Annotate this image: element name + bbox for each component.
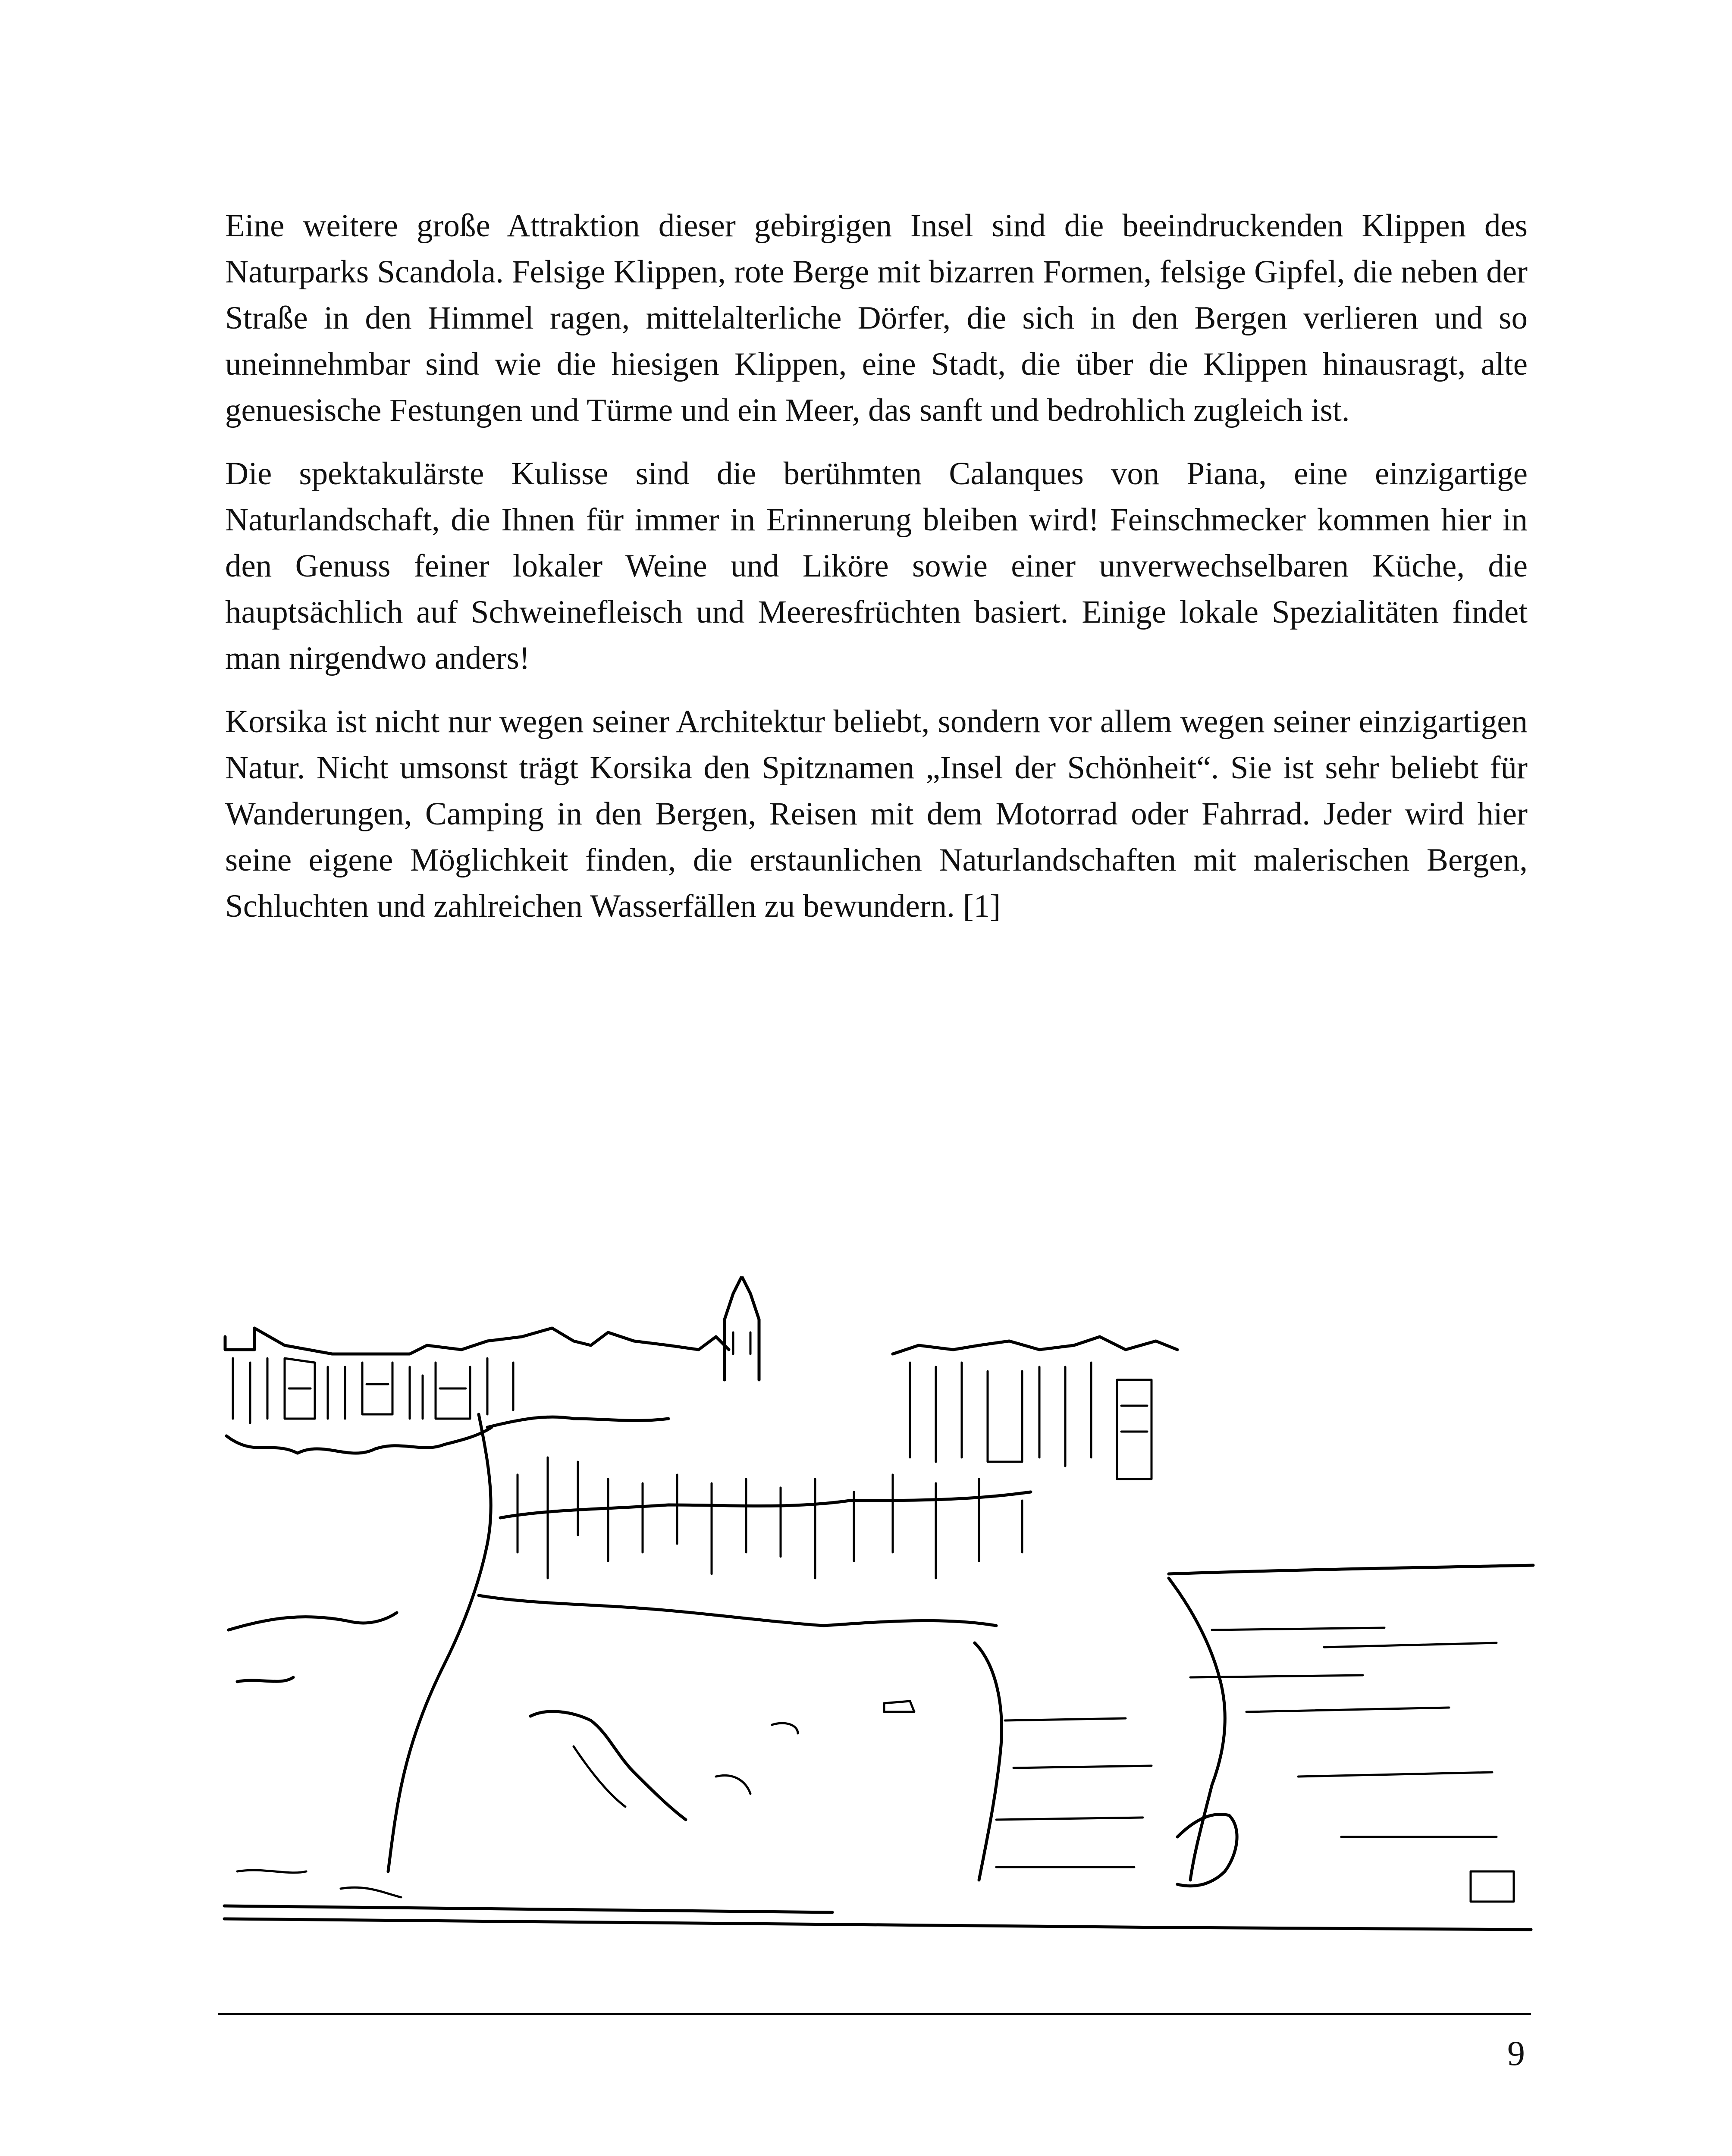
cliff-outline [388, 1414, 491, 1871]
paragraph-2: Die spektakulärste Kulisse sind die berühmten Calanques von Piana, eine einzigartige Naturlandschaft, die Ihnen für immer in Erinnerung bleiben wird! Feinschmecker kommen hier in den Genuss feiner lokaler Weine und Liköre sowie einer unverwechselbaren Küche, die hauptsächlich auf Schweinefleisch und Meeresfrüchten basiert. Einige lokale Spezialitäten findet man nirgendwo anders! [225, 456, 1528, 676]
right-rooftops [893, 1337, 1177, 1354]
ground-line [224, 1919, 1531, 1930]
sea-horizon [1169, 1565, 1533, 1574]
paragraph-3: Korsika ist nicht nur wegen seiner Architektur beliebt, sondern vor allem wegen seiner einzigartigen Natur. Nicht umsonst trägt Korsika den Spitznamen „Insel der Schönheit“. Sie ist sehr beliebt für Wanderungen, Camping in den Bergen, Reisen mit dem Motorrad oder Fahrrad. Jeder wird hier seine eigene Möglichkeit finden, die erstaunlichen Naturlandschaften mit malerischen Bergen, Schluchten und zahlreichen Wasserfällen zu bewundern. [1] [225, 704, 1528, 924]
paragraph-1: Eine weitere große Attraktion dieser gebirgigen Insel sind die beeindruckenden Klippen des Naturparks Scandola. Felsige Klippen, rote Berge mit bizarren Formen, felsige Gipfel, die neben der Straße in den Himmel ragen, mittelalterliche Dörfer, die sich in den Bergen verlieren und so uneinnehmbar sind wie die hiesigen Klippen, eine Stadt, die über die Klippen hinausragt, alte genuesische Festungen und Türme und ein Meer, das sanft und bedrohlich zugleich ist. [225, 208, 1528, 428]
page-number: 9 [1507, 2034, 1525, 2073]
coastal-town-illustration [220, 1276, 1535, 1953]
footer-divider [218, 2013, 1531, 2015]
church-tower [725, 1276, 759, 1380]
body-text [225, 203, 1528, 946]
left-rooftops [225, 1328, 729, 1354]
